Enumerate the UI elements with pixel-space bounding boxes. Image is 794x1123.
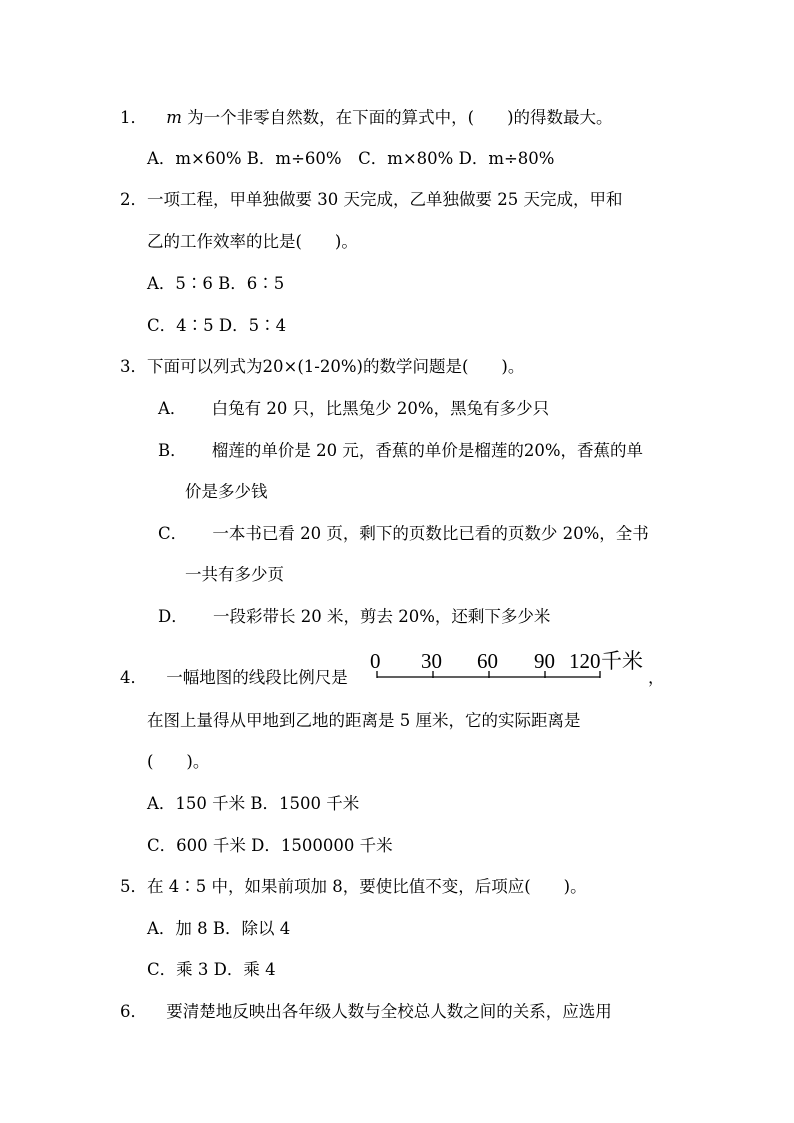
scale-tick-label: 0 — [370, 649, 381, 673]
scale-unit-label: 千米 — [601, 649, 643, 673]
scale-tick-label: 90 — [534, 649, 555, 673]
option-label: B． — [158, 441, 187, 460]
question-5-stem — [120, 877, 587, 897]
question-3-option-b — [158, 441, 643, 461]
question-number: 1． — [120, 108, 147, 127]
option-text: 一本书已看 20 页，剩下的页数比已看的页数少 20%，全书 — [212, 524, 649, 543]
question-4-answer-blank: ( )。 — [147, 752, 210, 771]
option-text: 白兔有 20 只，比黑兔少 20%，黑兔有多少只 — [211, 399, 550, 418]
option-label: D． — [158, 607, 188, 626]
question-text: 下面可以列式为20×(1-20%)的数学问题是( )。 — [147, 357, 525, 376]
question-6-stem — [120, 1002, 612, 1022]
question-number: 5． — [120, 877, 147, 896]
question-2-stem — [120, 190, 622, 210]
question-5-options-ab: A．加 8 B．除以 4 — [147, 919, 291, 938]
option-label: C． — [158, 524, 188, 543]
question-number: 3． — [120, 357, 147, 376]
question-3-option-b-cont: 价是多少钱 — [185, 482, 268, 501]
question-3-option-c-cont: 一共有多少页 — [185, 565, 284, 584]
question-4-stem-comma: ， — [648, 668, 665, 687]
question-text: 要清楚地反映出各年级人数与全校总人数之间的关系，应选用 — [166, 1002, 612, 1021]
question-1-stem — [120, 108, 613, 128]
question-2-options-ab: A．5∶6 B．6∶5 — [147, 274, 285, 293]
question-2-stem-cont: 乙的工作效率的比是( )。 — [147, 232, 358, 251]
question-2-options-cd: C．4∶5 D．5∶4 — [147, 316, 287, 335]
question-1-options: A．m×60% B．m÷60% C．m×80% D．m÷80% — [147, 149, 555, 168]
question-text: 一幅地图的线段比例尺是 — [166, 668, 348, 687]
question-number: 6． — [120, 1002, 147, 1021]
option-label: A． — [158, 399, 187, 418]
question-5-options-cd: C．乘 3 D．乘 4 — [147, 960, 276, 979]
question-3-option-a — [158, 399, 549, 419]
question-4-options-ab: A．150 千米 B．1500 千米 — [147, 794, 360, 813]
line-segment-scale — [370, 649, 648, 686]
question-text: 在 4∶5 中，如果前项加 8，要使比值不变，后项应( )。 — [147, 877, 587, 896]
option-text: 榴莲的单价是 20 元，香蕉的单价是榴莲的20%，香蕉的单 — [211, 441, 644, 460]
question-4-stem — [120, 668, 348, 688]
variable-m: m — [166, 108, 182, 127]
question-4-stem-cont: 在图上量得从甲地到乙地的距离是 5 厘米，它的实际距离是 — [147, 711, 581, 730]
scale-tick-label: 120 — [569, 649, 601, 673]
question-3-option-d — [158, 607, 550, 627]
question-text: 为一个非零自然数，在下面的算式中，( )的得数最大。 — [187, 108, 613, 127]
question-number: 2． — [120, 190, 147, 209]
question-4-options-cd: C．600 千米 D．1500000 千米 — [147, 836, 393, 855]
option-text: 一段彩带长 20 米，剪去 20%，还剩下多少米 — [212, 607, 551, 626]
question-text: 一项工程，甲单独做要 30 天完成，乙单独做要 25 天完成，甲和 — [147, 190, 623, 209]
question-3-stem — [120, 357, 524, 377]
scale-tick-label: 60 — [477, 649, 498, 673]
scale-tick-label: 30 — [421, 649, 442, 673]
question-3-option-c — [158, 524, 649, 544]
question-number: 4． — [120, 668, 147, 687]
scale-bar-svg — [373, 650, 613, 686]
